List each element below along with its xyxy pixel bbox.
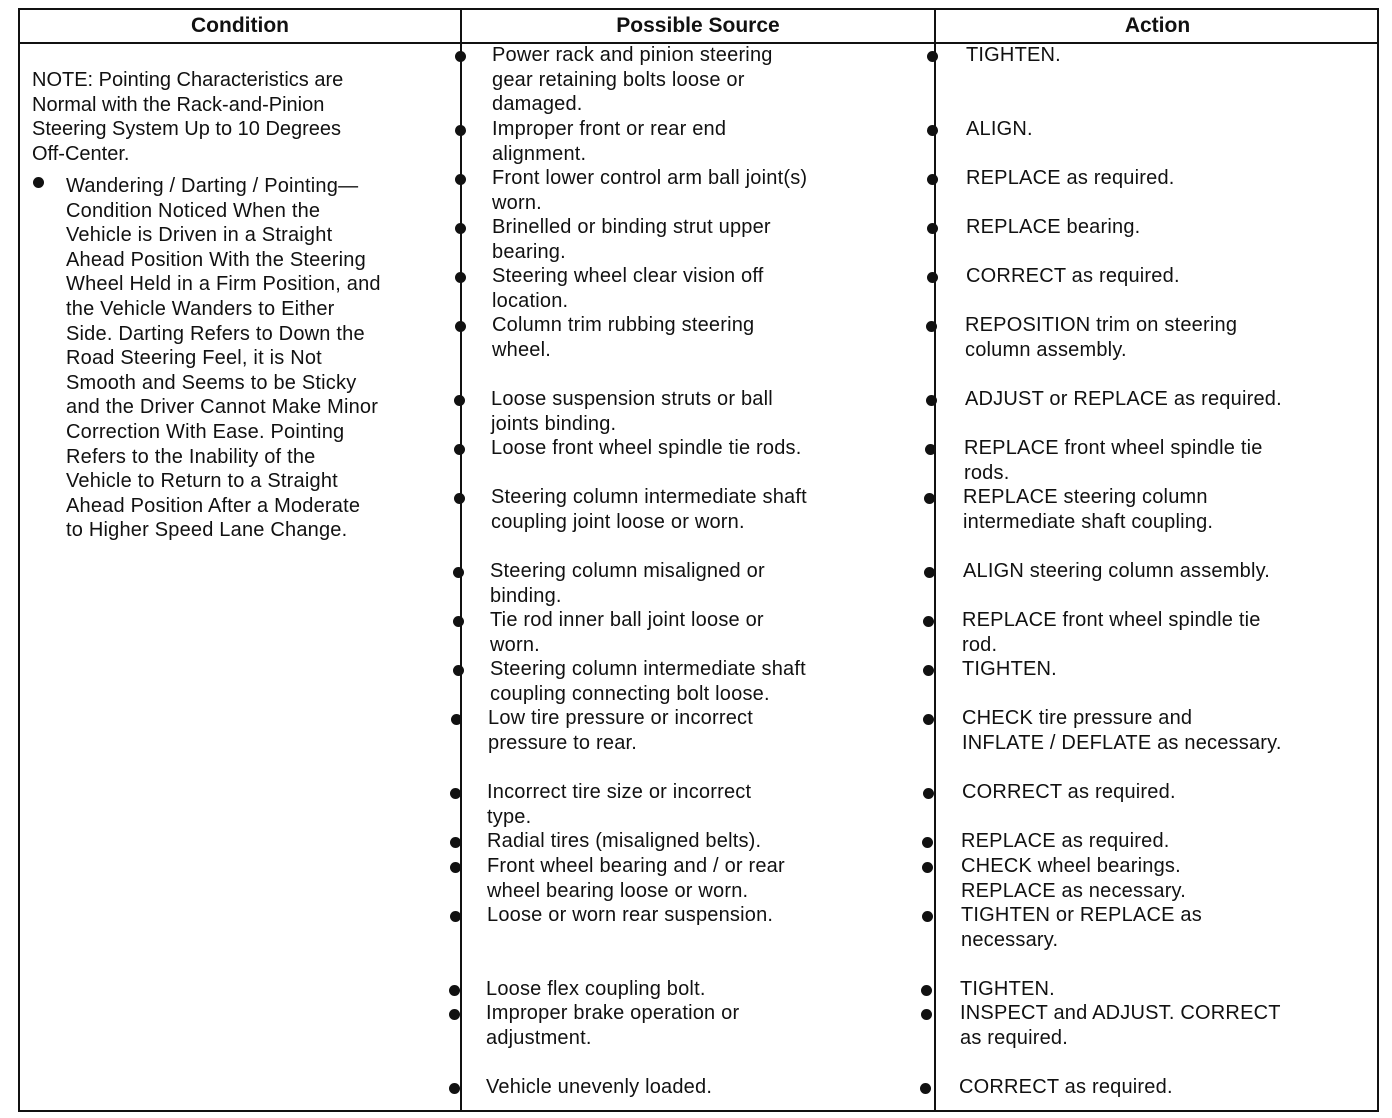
- condition-item-line: Ahead Position After a Moderate: [66, 494, 361, 517]
- source-line: Steering column misaligned or: [490, 560, 765, 582]
- diagnosis-table: [18, 8, 1379, 1112]
- action-line: intermediate shaft coupling.: [963, 510, 1214, 533]
- source-line: Power rack and pinion steering: [492, 44, 773, 66]
- action-line: as required.: [960, 1026, 1069, 1049]
- condition-item-line: Wandering / Darting / Pointing—: [66, 175, 359, 197]
- action-line: ALIGN.: [966, 118, 1033, 140]
- condition-item-line: Condition Noticed When the: [66, 199, 321, 222]
- action-bullet: [927, 125, 938, 136]
- action-line: REPLACE as required.: [966, 167, 1175, 189]
- source-line: Improper brake operation or: [486, 1002, 740, 1024]
- action-line: REPLACE bearing.: [966, 216, 1141, 238]
- condition-note-line: Steering System Up to 10 Degrees: [32, 118, 342, 141]
- source-line: Front wheel bearing and / or rear: [487, 855, 785, 877]
- action-bullet: [927, 174, 938, 185]
- source-line: Loose front wheel spindle tie rods.: [491, 437, 802, 459]
- source-line: Front lower control arm ball joint(s): [492, 167, 808, 189]
- action-line: rod.: [962, 633, 998, 656]
- action-line: REPLACE as necessary.: [961, 879, 1187, 902]
- source-bullet: [449, 1083, 460, 1094]
- source-line: Steering wheel clear vision off: [492, 265, 764, 287]
- source-line: Vehicle unevenly loaded.: [486, 1076, 713, 1098]
- source-line: gear retaining bolts loose or: [492, 68, 745, 91]
- action-line: rods.: [964, 461, 1010, 484]
- source-bullet: [453, 665, 464, 676]
- source-bullet: [455, 223, 466, 234]
- source-line: bearing.: [492, 240, 566, 263]
- source-line: Radial tires (misaligned belts).: [487, 830, 762, 852]
- condition-item-line: Wheel Held in a Firm Position, and: [66, 273, 381, 296]
- action-bullet: [925, 444, 936, 455]
- action-bullet: [922, 862, 933, 873]
- source-line: pressure to rear.: [488, 731, 638, 754]
- action-line: ADJUST or REPLACE as required.: [965, 388, 1282, 410]
- source-bullet: [455, 174, 466, 185]
- source-line: binding.: [490, 584, 562, 607]
- action-line: CORRECT as required.: [959, 1076, 1173, 1098]
- action-bullet: [926, 321, 937, 332]
- condition-item-line: and the Driver Cannot Make Minor: [66, 396, 379, 419]
- source-line: Improper front or rear end: [492, 118, 727, 140]
- action-bullet: [923, 714, 934, 725]
- action-line: TIGHTEN.: [960, 978, 1055, 1000]
- action-line: INSPECT and ADJUST. CORRECT: [960, 1002, 1281, 1024]
- condition-note-line: NOTE: Pointing Characteristics are: [32, 69, 344, 91]
- header-possible-source: Possible Source: [616, 14, 780, 37]
- source-line: damaged.: [492, 93, 583, 116]
- source-line: location.: [492, 289, 569, 312]
- source-line: alignment.: [492, 142, 587, 165]
- source-line: Tie rod inner ball joint loose or: [490, 609, 764, 631]
- source-line: Low tire pressure or incorrect: [488, 707, 753, 729]
- source-bullet: [454, 395, 465, 406]
- condition-note-line: Normal with the Rack-and-Pinion: [32, 93, 325, 116]
- source-line: worn.: [490, 633, 540, 656]
- action-bullet: [927, 51, 938, 62]
- action-bullet: [926, 395, 937, 406]
- source-line: Steering column intermediate shaft: [490, 658, 806, 680]
- condition-item-line: Vehicle to Return to a Straight: [66, 470, 338, 493]
- action-line: REPLACE front wheel spindle tie: [964, 437, 1263, 459]
- action-bullet: [923, 788, 934, 799]
- header-action: Action: [1124, 14, 1191, 37]
- action-bullet: [927, 223, 938, 234]
- condition-item-line: the Vehicle Wanders to Either: [66, 298, 335, 320]
- condition-item-line: Refers to the Inability of the: [66, 445, 316, 468]
- action-bullet: [922, 911, 933, 922]
- condition-item-line: Side. Darting Refers to Down the: [66, 322, 365, 345]
- action-line: CORRECT as required.: [962, 781, 1176, 803]
- action-line: TIGHTEN.: [966, 44, 1061, 66]
- condition-item-line: Road Steering Feel, it is Not: [66, 347, 322, 370]
- condition-item-line: Vehicle is Driven in a Straight: [66, 224, 333, 247]
- source-line: Loose suspension struts or ball: [491, 388, 773, 410]
- action-line: necessary.: [961, 928, 1059, 951]
- source-line: Loose or worn rear suspension.: [487, 904, 774, 926]
- source-line: coupling joint loose or worn.: [491, 510, 745, 533]
- condition-note-line: Off-Center.: [32, 142, 130, 165]
- action-line: REPLACE steering column: [963, 486, 1208, 508]
- source-bullet: [453, 567, 464, 578]
- action-line: CORRECT as required.: [966, 265, 1180, 287]
- action-bullet: [924, 567, 935, 578]
- action-bullet: [923, 616, 934, 627]
- header-condition: Condition: [191, 14, 289, 37]
- condition-item-line: Correction With Ease. Pointing: [66, 421, 345, 443]
- action-line: ALIGN steering column assembly.: [963, 560, 1271, 582]
- action-bullet: [921, 1009, 932, 1020]
- source-bullet: [453, 616, 464, 627]
- source-line: Brinelled or binding strut upper: [492, 216, 771, 238]
- source-line: Steering column intermediate shaft: [491, 486, 807, 508]
- condition-bullet: [33, 177, 44, 188]
- source-line: Column trim rubbing steering: [492, 314, 755, 336]
- action-line: REPLACE front wheel spindle tie: [962, 609, 1261, 631]
- action-bullet: [923, 665, 934, 676]
- action-bullet: [921, 985, 932, 996]
- source-bullet: [451, 714, 462, 725]
- source-line: joints binding.: [491, 412, 617, 435]
- source-bullet: [454, 444, 465, 455]
- source-bullet: [455, 272, 466, 283]
- source-bullet: [449, 985, 460, 996]
- action-line: CHECK tire pressure and: [962, 707, 1193, 729]
- action-line: CHECK wheel bearings.: [961, 855, 1181, 877]
- action-line: TIGHTEN.: [962, 658, 1057, 680]
- source-bullet: [450, 911, 461, 922]
- condition-item-line: Smooth and Seems to be Sticky: [66, 371, 357, 394]
- source-line: Incorrect tire size or incorrect: [487, 781, 752, 803]
- action-bullet: [922, 837, 933, 848]
- source-line: type.: [487, 805, 532, 828]
- action-line: column assembly.: [965, 338, 1127, 361]
- source-line: Loose flex coupling bolt.: [486, 978, 706, 1000]
- source-line: wheel.: [492, 338, 552, 361]
- source-bullet: [450, 837, 461, 848]
- condition-item-line: to Higher Speed Lane Change.: [66, 519, 348, 542]
- condition-item-line: Ahead Position With the Steering: [66, 248, 366, 271]
- source-bullet: [455, 51, 466, 62]
- source-line: worn.: [492, 191, 542, 214]
- action-bullet: [927, 272, 938, 283]
- source-bullet: [454, 493, 465, 504]
- source-line: wheel bearing loose or worn.: [487, 879, 749, 902]
- action-bullet: [924, 493, 935, 504]
- action-line: REPLACE as required.: [961, 830, 1170, 852]
- source-bullet: [455, 125, 466, 136]
- source-bullet: [449, 1009, 460, 1020]
- action-line: TIGHTEN or REPLACE as: [961, 904, 1202, 926]
- action-bullet: [920, 1083, 931, 1094]
- action-line: REPOSITION trim on steering: [965, 314, 1238, 336]
- action-line: INFLATE / DEFLATE as necessary.: [962, 731, 1282, 754]
- source-line: adjustment.: [486, 1026, 592, 1049]
- source-line: coupling connecting bolt loose.: [490, 682, 770, 705]
- source-bullet: [450, 862, 461, 873]
- source-bullet: [455, 321, 466, 332]
- source-bullet: [450, 788, 461, 799]
